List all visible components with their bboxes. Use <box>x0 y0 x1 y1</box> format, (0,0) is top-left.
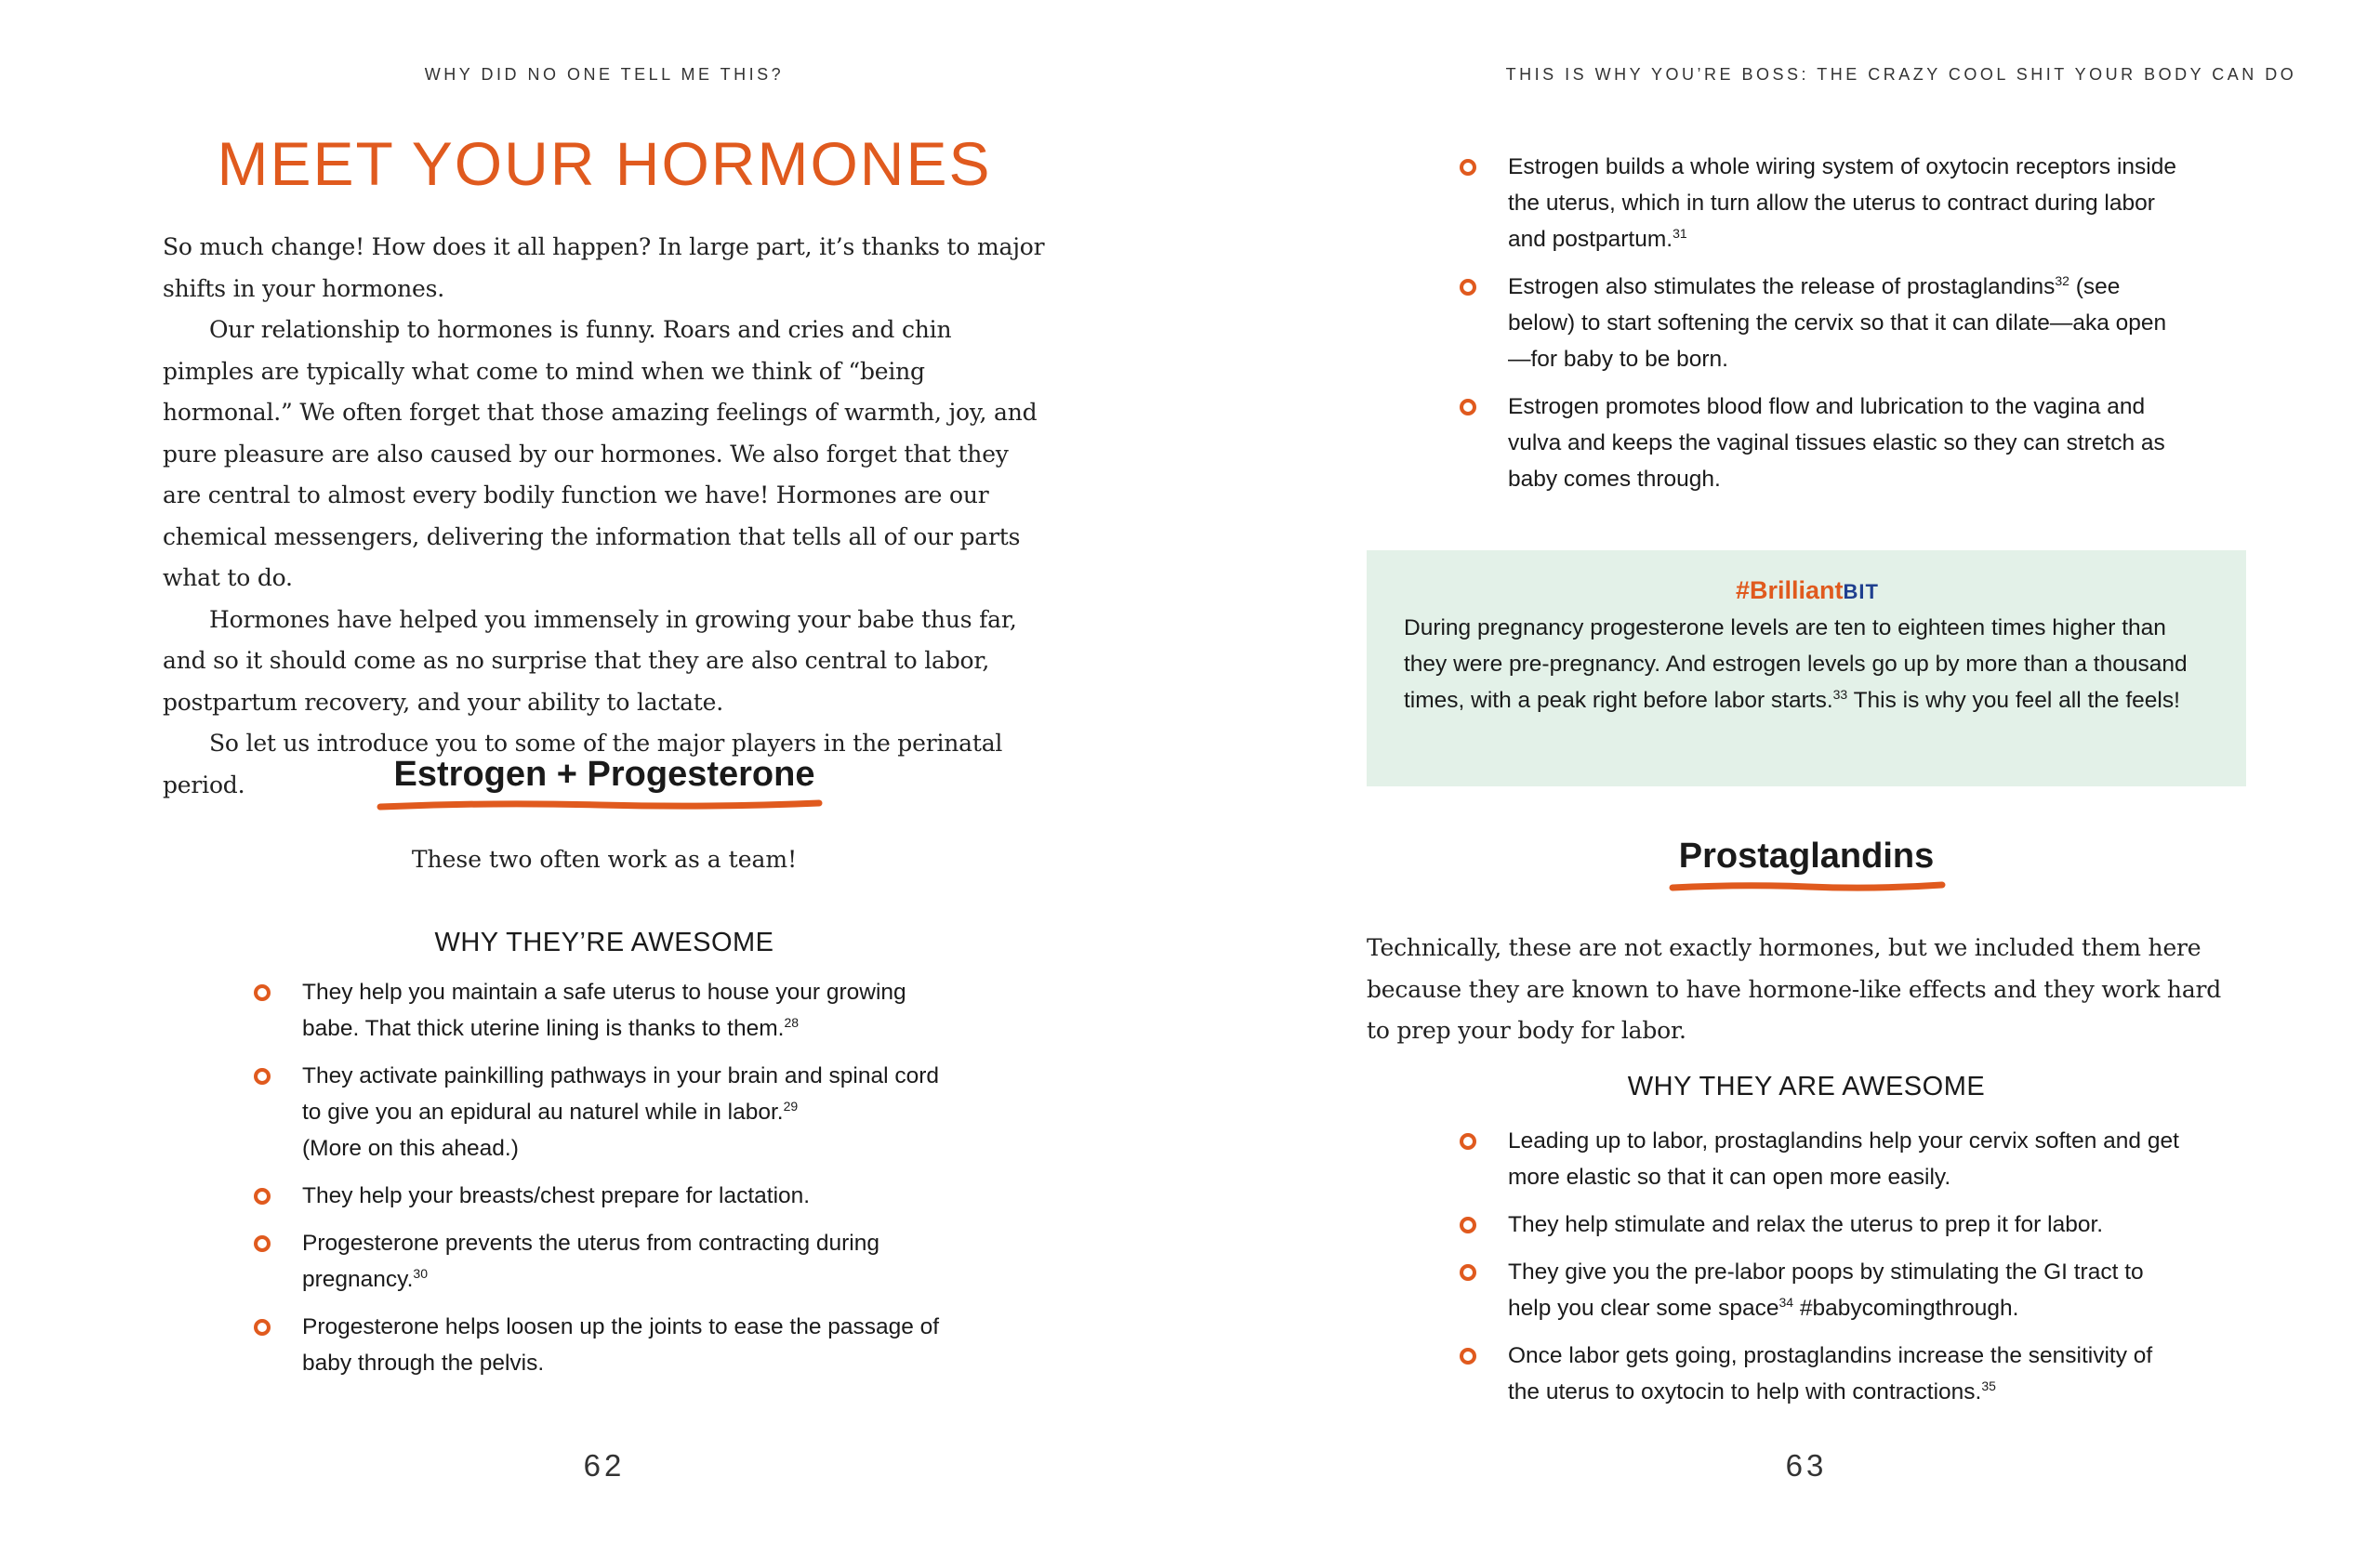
bullet-circle-icon <box>254 1188 271 1205</box>
section-heading: Prostaglandins <box>1678 837 1935 876</box>
bullet-circle-icon <box>1460 1264 1476 1281</box>
running-head: THIS IS WHY YOU’RE BOSS: THE CRAZY COOL SHIT YOUR BODY CAN DO <box>1505 65 2297 84</box>
list-item: Estrogen promotes blood flow and lubrication to the vagina and vulva and keeps the vaginal tissues elastic so they can stretch as baby comes through. <box>1460 389 2185 497</box>
list-item: They give you the pre-labor poops by stimulating the GI tract to help you clear some space$^{34}$ #babycomingthrough. <box>1460 1254 2185 1326</box>
list-item: Leading up to labor, prostaglandins help your cervix soften and get more elastic so that it can open more easily. <box>1460 1123 2185 1195</box>
bullet-circle-icon <box>254 984 271 1001</box>
list-item: They activate painkilling pathways in your brain and spinal cord to give you an epidural au naturel while in labor.$^{29}$ (More on this ahead.) <box>254 1058 960 1167</box>
footnote-ref: 28 <box>784 1015 800 1030</box>
list-item: They help your breasts/chest prepare for lactation. <box>254 1178 960 1214</box>
footnote-ref: 35 <box>1981 1378 1996 1393</box>
list-item: Once labor gets going, prostaglandins increase the sensitivity of the uterus to oxytocin to help with contractions.$^{35}$ <box>1460 1338 2185 1410</box>
heading-underline <box>1669 879 1946 894</box>
callout-tag: #Brilliant <box>1736 576 1844 604</box>
bullet-circle-icon <box>1460 1348 1476 1365</box>
intro-paragraph: Hormones have helped you immensely in growing your babe thus far, and so it should come as no surprise that they are also central to labor, postpartum recovery, and your ability to lactate. <box>163 605 1017 716</box>
prostaglandins-intro: Technically, these are not exactly hormones, but we included them here because they are known to have hormone-like effects and they work hard to prep your body for labor. <box>1367 934 2222 1044</box>
callout-text: During pregnancy progesterone levels are ten to eighteen times higher than they were pre-pregnancy. And estrogen levels go up by more than a thousand times, with a peak right before labor starts.$^{33}$ This is why you feel all the feels! <box>1404 615 2188 713</box>
page-number: 63 <box>1785 1448 1828 1483</box>
brilliant-bit-callout <box>1367 550 2246 786</box>
awesome-list <box>254 974 960 1392</box>
bullet-circle-icon <box>1460 1133 1476 1150</box>
footnote-ref: 33 <box>1832 687 1848 702</box>
bullet-circle-icon <box>254 1319 271 1336</box>
intro-paragraph: So much change! How does it all happen? In large part, it’s thanks to major shifts in your hormones. <box>163 233 1045 302</box>
subheading: WHY THEY ARE AWESOME <box>1627 1072 1986 1101</box>
page-number: 62 <box>583 1448 626 1483</box>
intro-paragraph: Our relationship to hormones is funny. Roars and cries and chin pimples are typically what come to mind when we think of “being hormonal.” We often forget that those amazing feelings of warmth, joy, and pure pleasure are also caused by our hormones. We also forget that they are central to almost every bodily function we have! Hormones are our chemical messengers, delivering the information that tells all of our parts what to do. <box>163 316 1038 591</box>
running-head: WHY DID NO ONE TELL ME THIS? <box>424 65 785 84</box>
footnote-ref: 29 <box>783 1099 799 1114</box>
subheading: WHY THEY’RE AWESOME <box>434 928 774 957</box>
list-item: Progesterone prevents the uterus from contracting during pregnancy.$^{30}$ <box>254 1225 960 1298</box>
bullet-circle-icon <box>1460 1217 1476 1233</box>
heading-underline <box>377 798 823 812</box>
callout-title <box>1404 576 2211 610</box>
bullet-circle-icon <box>254 1235 271 1252</box>
prostaglandins-list <box>1460 1123 2185 1421</box>
list-item: Estrogen builds a whole wiring system of oxytocin receptors inside the uterus, which in turn allow the uterus to contract during labor and postpartum.$^{31}$ <box>1460 149 2185 257</box>
estrogen-list <box>1460 149 2185 508</box>
section-heading: Estrogen + Progesterone <box>393 755 815 794</box>
bullet-circle-icon <box>1460 159 1476 176</box>
callout-tag-suffix: BIT <box>1843 580 1879 603</box>
intro-paragraph: So let us introduce you to some of the major players in the perinatal period. <box>163 730 1003 798</box>
footnote-ref: 32 <box>2055 273 2069 288</box>
bullet-circle-icon <box>1460 399 1476 415</box>
list-item: Progesterone helps loosen up the joints to ease the passage of baby through the pelvis. <box>254 1309 960 1381</box>
list-item: They help you maintain a safe uterus to house your growing babe. That thick uterine lining is thanks to them.$^{28}$ <box>254 974 960 1047</box>
footnote-ref: 34 <box>1778 1295 1794 1310</box>
list-item: Estrogen also stimulates the release of prostaglandins$^{32}$ (see below) to start softening the cervix so that it can dilate—aka open—for baby to be born. <box>1460 269 2185 377</box>
footnote-ref: 31 <box>1673 226 1687 241</box>
footnote-ref: 30 <box>413 1266 428 1281</box>
list-item: They help stimulate and relax the uterus to prep it for labor. <box>1460 1207 2185 1243</box>
intro-text <box>163 227 1046 806</box>
bullet-circle-icon <box>254 1068 271 1085</box>
chapter-title: MEET YOUR HORMONES <box>217 129 992 198</box>
bullet-circle-icon <box>1460 279 1476 296</box>
section-intro: These two often work as a team! <box>411 846 798 873</box>
